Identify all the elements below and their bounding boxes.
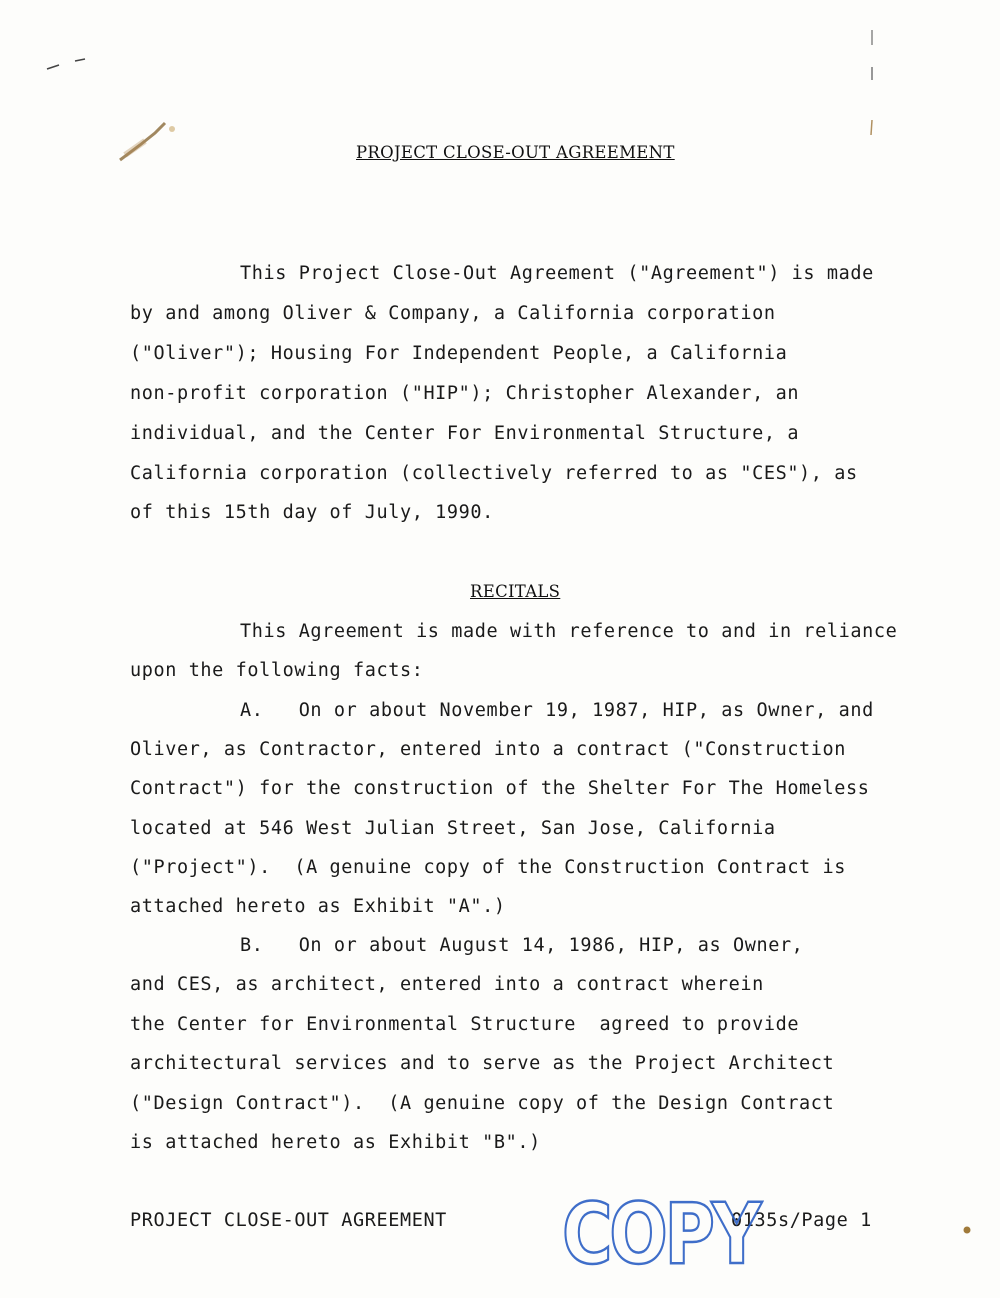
speck-mark-right xyxy=(866,25,878,145)
intro-line: This Project Close-Out Agreement ("Agreement") is made xyxy=(240,263,874,284)
document-title: PROJECT CLOSE-OUT AGREEMENT xyxy=(356,143,675,162)
stain-mark xyxy=(110,115,190,175)
copy-stamp: COPY xyxy=(562,1185,759,1283)
item-a-line: ("Project"). (A genuine copy of the Construction Contract is xyxy=(130,857,847,878)
item-b-line: and CES, as architect, entered into a contract wherein xyxy=(130,974,764,995)
speck-dot xyxy=(962,1224,972,1236)
speck-mark xyxy=(45,55,90,75)
footer-page-number: 0135s/Page 1 xyxy=(731,1210,872,1231)
item-a-line: attached hereto as Exhibit "A".) xyxy=(130,896,506,917)
recitals-heading: RECITALS xyxy=(470,582,561,601)
item-a-line: Contract") for the construction of the Shelter For The Homeless xyxy=(130,778,870,799)
item-b-line: ("Design Contract"). (A genuine copy of the Design Contract xyxy=(130,1093,835,1114)
item-a-line: Oliver, as Contractor, entered into a contract ("Construction xyxy=(130,739,847,760)
footer-title: PROJECT CLOSE-OUT AGREEMENT xyxy=(130,1210,447,1231)
intro-line: individual, and the Center For Environmental Structure, a xyxy=(130,423,800,444)
item-b-line: the Center for Environmental Structure agreed to provide xyxy=(130,1014,800,1035)
intro-line: of this 15th day of July, 1990. xyxy=(130,502,494,523)
item-a-line: A. On or about November 19, 1987, HIP, as Owner, and xyxy=(240,700,874,721)
recitals-line: upon the following facts: xyxy=(130,660,424,681)
item-b-line: B. On or about August 14, 1986, HIP, as Owner, xyxy=(240,935,804,956)
item-b-line: architectural services and to serve as the Project Architect xyxy=(130,1053,835,1074)
intro-line: California corporation (collectively referred to as "CES"), as xyxy=(130,463,858,484)
item-b-line: is attached hereto as Exhibit "B".) xyxy=(130,1132,541,1153)
intro-line: non-profit corporation ("HIP"); Christopher Alexander, an xyxy=(130,383,800,404)
recitals-line: This Agreement is made with reference to and in reliance xyxy=(240,621,898,642)
item-a-line: located at 546 West Julian Street, San Jose, California xyxy=(130,818,776,839)
intro-line: by and among Oliver & Company, a California corporation xyxy=(130,303,776,324)
intro-line: ("Oliver"); Housing For Independent People, a California xyxy=(130,343,788,364)
